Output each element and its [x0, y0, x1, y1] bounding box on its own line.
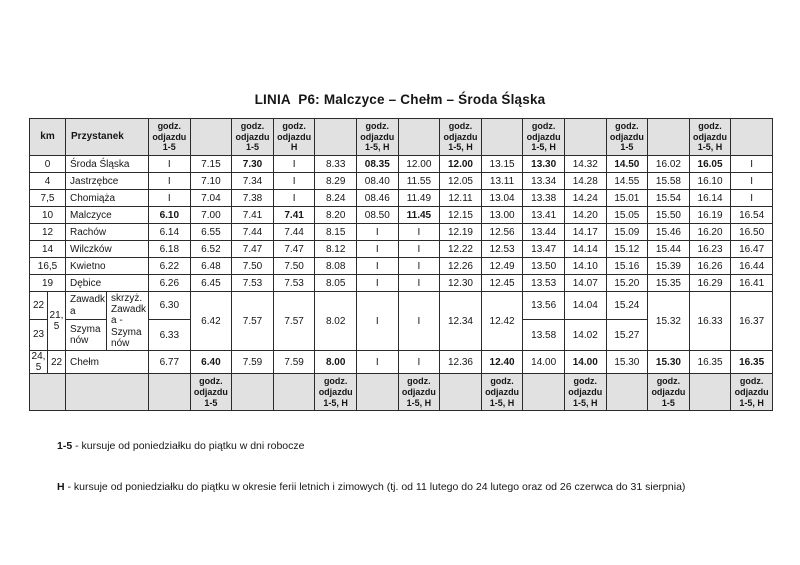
time-cell: 15.09 [606, 224, 648, 241]
station-cell: Rachów [66, 224, 149, 241]
time-cell: 15.24 [606, 292, 648, 320]
departure-header-cell: godz. odjazdu 1-5, H [315, 374, 357, 411]
time-cell: 7.44 [273, 224, 315, 241]
time-cell: 14.17 [564, 224, 606, 241]
departure-header-cell: godz. odjazdu H [273, 119, 315, 156]
footer-row [30, 374, 773, 411]
table-row [30, 173, 773, 190]
empty-header-cell [606, 374, 648, 411]
departure-header-cell: godz. odjazdu 1-5, H [564, 374, 606, 411]
timetable-head [30, 119, 773, 156]
km-cell: 16,5 [30, 258, 66, 275]
time-cell: 16.47 [731, 241, 773, 258]
time-cell: 11.45 [398, 207, 440, 224]
table-row [30, 190, 773, 207]
time-cell: 14.28 [564, 173, 606, 190]
time-cell: 16.10 [689, 173, 731, 190]
time-cell: 13.53 [523, 275, 565, 292]
time-cell: 12.56 [481, 224, 523, 241]
time-cell: 12.34 [440, 292, 482, 351]
time-cell: 13.00 [481, 207, 523, 224]
departure-header-cell: godz. odjazdu 1-5, H [731, 374, 773, 411]
time-cell: 11.55 [398, 173, 440, 190]
time-cell: 13.56 [523, 292, 565, 320]
time-cell: 7.41 [273, 207, 315, 224]
time-cell: 8.33 [315, 156, 357, 173]
station-cell: skrzyż. Zawadka - Szymanów [107, 292, 149, 351]
time-cell: 6.40 [190, 351, 232, 374]
empty-header-cell [273, 374, 315, 411]
time-cell: 15.30 [648, 351, 690, 374]
time-cell: 08.50 [356, 207, 398, 224]
time-cell: 16.20 [689, 224, 731, 241]
time-cell: 14.24 [564, 190, 606, 207]
time-cell: 14.10 [564, 258, 606, 275]
time-cell: I [149, 173, 191, 190]
time-cell: I [398, 224, 440, 241]
time-cell: 12.40 [481, 351, 523, 374]
time-cell: 16.37 [731, 292, 773, 351]
table-row-terminus [30, 351, 773, 374]
time-cell: 16.14 [689, 190, 731, 207]
time-cell: I [356, 351, 398, 374]
time-cell: 14.32 [564, 156, 606, 173]
time-cell: 8.20 [315, 207, 357, 224]
time-cell: 8.05 [315, 275, 357, 292]
legend-text-weekdays: - kursuje od poniedziałku do piątku w dni robocze [72, 440, 305, 452]
departure-header-cell: godz. odjazdu 1-5 [648, 374, 690, 411]
empty-header-cell [440, 374, 482, 411]
table-row [30, 275, 773, 292]
time-cell: 7.59 [232, 351, 274, 374]
km-cell: 10 [30, 207, 66, 224]
empty-header-cell [315, 119, 357, 156]
time-cell: I [356, 224, 398, 241]
time-cell: I [398, 351, 440, 374]
time-cell: 6.52 [190, 241, 232, 258]
empty-header-cell [190, 119, 232, 156]
time-cell: I [356, 275, 398, 292]
time-cell: 8.15 [315, 224, 357, 241]
timetable-foot [30, 374, 773, 411]
time-cell: 16.54 [731, 207, 773, 224]
time-cell: 7.38 [232, 190, 274, 207]
time-cell: 15.39 [648, 258, 690, 275]
departure-header-cell: godz. odjazdu 1-5, H [440, 119, 482, 156]
time-cell: 16.44 [731, 258, 773, 275]
time-cell: 6.18 [149, 241, 191, 258]
time-cell: 12.30 [440, 275, 482, 292]
time-cell: 13.44 [523, 224, 565, 241]
table-row [30, 241, 773, 258]
time-cell: 14.55 [606, 173, 648, 190]
time-cell: 8.00 [315, 351, 357, 374]
empty-header-cell [523, 374, 565, 411]
time-cell: 7.59 [273, 351, 315, 374]
time-cell: 14.00 [564, 351, 606, 374]
time-cell: 13.15 [481, 156, 523, 173]
time-cell: 16.26 [689, 258, 731, 275]
time-cell: 15.12 [606, 241, 648, 258]
empty-header-cell [689, 374, 731, 411]
time-cell: 7.44 [232, 224, 274, 241]
time-cell: I [731, 156, 773, 173]
time-cell: 16.02 [648, 156, 690, 173]
time-cell: 7.04 [190, 190, 232, 207]
time-cell: 7.53 [232, 275, 274, 292]
time-cell: 15.01 [606, 190, 648, 207]
time-cell: I [731, 190, 773, 207]
time-cell: 12.05 [440, 173, 482, 190]
time-cell: 8.12 [315, 241, 357, 258]
time-cell: 13.41 [523, 207, 565, 224]
empty-header-cell [648, 119, 690, 156]
legend-line-holiday-period [57, 481, 685, 495]
time-cell: 6.26 [149, 275, 191, 292]
departure-header-cell: godz. odjazdu 1-5, H [356, 119, 398, 156]
time-cell: I [273, 156, 315, 173]
time-cell: I [398, 275, 440, 292]
station-cell: Dębice [66, 275, 149, 292]
time-cell: 16.33 [689, 292, 731, 351]
time-cell: 6.42 [190, 292, 232, 351]
km-cell: 22 [30, 292, 48, 320]
time-cell: 12.19 [440, 224, 482, 241]
km-cell: 4 [30, 173, 66, 190]
empty-header-cell [149, 374, 191, 411]
time-cell: I [149, 190, 191, 207]
time-cell: I [731, 173, 773, 190]
departure-header-cell: godz. odjazdu 1-5 [232, 119, 274, 156]
time-cell: 15.54 [648, 190, 690, 207]
km-cell: 21,5 [48, 292, 66, 351]
time-cell: 7.57 [273, 292, 315, 351]
time-cell: 6.48 [190, 258, 232, 275]
departure-header-cell: godz. odjazdu 1-5 [149, 119, 191, 156]
time-cell: I [398, 292, 440, 351]
legend-key-holiday-period: H [57, 480, 65, 493]
timetable-body [30, 156, 773, 374]
time-cell: 13.30 [523, 156, 565, 173]
time-cell: 16.05 [689, 156, 731, 173]
table-row [30, 258, 773, 275]
table-row [30, 156, 773, 173]
header-row [30, 119, 773, 156]
km-column-header: km [30, 119, 66, 156]
time-cell: 12.00 [398, 156, 440, 173]
legend-text-holiday-period: - kursuje od poniedziałku do piątku w okresie ferii letnich i zimowych (tj. od 11 lutego do 24 lutego oraz od 26 czerwca do 31 sierpnia) [64, 480, 686, 493]
departure-header-cell: godz. odjazdu 1-5, H [481, 374, 523, 411]
time-cell: 15.50 [648, 207, 690, 224]
time-cell: 12.00 [440, 156, 482, 173]
time-cell: 13.11 [481, 173, 523, 190]
time-cell: 15.27 [606, 320, 648, 351]
time-cell: 7.57 [232, 292, 274, 351]
empty-header-cell [232, 374, 274, 411]
km-cell: 23 [30, 320, 48, 351]
legend [57, 413, 685, 521]
time-cell: 14.04 [564, 292, 606, 320]
legend-line-weekdays [57, 440, 685, 454]
station-cell: Środa Śląska [66, 156, 149, 173]
time-cell: 12.49 [481, 258, 523, 275]
empty-header-cell [481, 119, 523, 156]
time-cell: 12.45 [481, 275, 523, 292]
station-cell: Kwietno [66, 258, 149, 275]
km-cell: 14 [30, 241, 66, 258]
time-cell: 13.04 [481, 190, 523, 207]
departure-header-cell: godz. odjazdu 1-5, H [689, 119, 731, 156]
departure-header-cell: godz. odjazdu 1-5, H [523, 119, 565, 156]
time-cell: 6.45 [190, 275, 232, 292]
time-cell: 16.35 [689, 351, 731, 374]
time-cell: 6.30 [149, 292, 191, 320]
time-cell: 6.10 [149, 207, 191, 224]
time-cell: 8.02 [315, 292, 357, 351]
time-cell: I [356, 292, 398, 351]
time-cell: 13.58 [523, 320, 565, 351]
time-cell: 13.34 [523, 173, 565, 190]
station-column-header: Przystanek [66, 119, 149, 156]
time-cell: I [356, 258, 398, 275]
km-cell: 12 [30, 224, 66, 241]
time-cell: 6.33 [149, 320, 191, 351]
time-cell: 7.34 [232, 173, 274, 190]
time-cell: 13.50 [523, 258, 565, 275]
station-cell: Wilczków [66, 241, 149, 258]
time-cell: 6.55 [190, 224, 232, 241]
footer-station-cell [66, 374, 149, 411]
time-cell: 16.41 [731, 275, 773, 292]
time-cell: 14.07 [564, 275, 606, 292]
time-cell: I [273, 173, 315, 190]
time-cell: 7.53 [273, 275, 315, 292]
time-cell: 7.47 [273, 241, 315, 258]
time-cell: 15.16 [606, 258, 648, 275]
time-cell: 14.14 [564, 241, 606, 258]
empty-header-cell [398, 119, 440, 156]
time-cell: 7.15 [190, 156, 232, 173]
time-cell: I [149, 156, 191, 173]
page-title: LINIA P6: Malczyce – Chełm – Środa Śląska [254, 92, 546, 107]
time-cell: 14.50 [606, 156, 648, 173]
time-cell: 7.50 [273, 258, 315, 275]
time-cell: 8.29 [315, 173, 357, 190]
km-cell: 0 [30, 156, 66, 173]
km-cell: 22 [48, 351, 66, 374]
time-cell: 12.15 [440, 207, 482, 224]
time-cell: 15.30 [606, 351, 648, 374]
time-cell: 15.46 [648, 224, 690, 241]
time-cell: I [273, 190, 315, 207]
time-cell: 16.35 [731, 351, 773, 374]
timetable [29, 118, 773, 411]
time-cell: 15.44 [648, 241, 690, 258]
time-cell: I [398, 241, 440, 258]
time-cell: 14.02 [564, 320, 606, 351]
time-cell: 14.00 [523, 351, 565, 374]
time-cell: 15.32 [648, 292, 690, 351]
table-row-junction-top [30, 292, 773, 320]
legend-key-weekdays: 1-5 [57, 440, 73, 452]
table-row [30, 224, 773, 241]
time-cell: 6.14 [149, 224, 191, 241]
km-cell: 7,5 [30, 190, 66, 207]
time-cell: 8.08 [315, 258, 357, 275]
time-cell: 13.38 [523, 190, 565, 207]
km-cell: 19 [30, 275, 66, 292]
time-cell: 6.77 [149, 351, 191, 374]
time-cell: 7.10 [190, 173, 232, 190]
time-cell: 7.50 [232, 258, 274, 275]
time-cell: 16.19 [689, 207, 731, 224]
time-cell: 15.58 [648, 173, 690, 190]
time-cell: 08.35 [356, 156, 398, 173]
station-cell: Malczyce [66, 207, 149, 224]
km-cell: 24,5 [30, 351, 48, 374]
departure-header-cell: godz. odjazdu 1-5 [606, 119, 648, 156]
station-cell: Chomiąża [66, 190, 149, 207]
time-cell: 08.46 [356, 190, 398, 207]
empty-header-cell [564, 119, 606, 156]
time-cell: 12.36 [440, 351, 482, 374]
time-cell: 12.42 [481, 292, 523, 351]
station-cell: Zawadka [66, 292, 107, 320]
time-cell: 12.53 [481, 241, 523, 258]
time-cell: 16.23 [689, 241, 731, 258]
footer-km-cell [30, 374, 66, 411]
time-cell: 13.47 [523, 241, 565, 258]
time-cell: 7.41 [232, 207, 274, 224]
time-cell: 7.30 [232, 156, 274, 173]
time-cell: 12.11 [440, 190, 482, 207]
time-cell: 11.49 [398, 190, 440, 207]
time-cell: 16.29 [689, 275, 731, 292]
time-cell: 12.26 [440, 258, 482, 275]
station-cell: Chełm [66, 351, 149, 374]
time-cell: 15.20 [606, 275, 648, 292]
time-cell: 15.05 [606, 207, 648, 224]
empty-header-cell [731, 119, 773, 156]
time-cell: I [398, 258, 440, 275]
empty-header-cell [356, 374, 398, 411]
station-cell: Szymanów [66, 320, 107, 351]
time-cell: 08.40 [356, 173, 398, 190]
time-cell: 14.20 [564, 207, 606, 224]
departure-header-cell: godz. odjazdu 1-5, H [398, 374, 440, 411]
time-cell: 6.22 [149, 258, 191, 275]
station-cell: Jastrzębce [66, 173, 149, 190]
time-cell: I [356, 241, 398, 258]
time-cell: 7.00 [190, 207, 232, 224]
departure-header-cell: godz. odjazdu 1-5 [190, 374, 232, 411]
time-cell: 12.22 [440, 241, 482, 258]
time-cell: 8.24 [315, 190, 357, 207]
time-cell: 15.35 [648, 275, 690, 292]
time-cell: 16.50 [731, 224, 773, 241]
time-cell: 7.47 [232, 241, 274, 258]
table-row [30, 207, 773, 224]
